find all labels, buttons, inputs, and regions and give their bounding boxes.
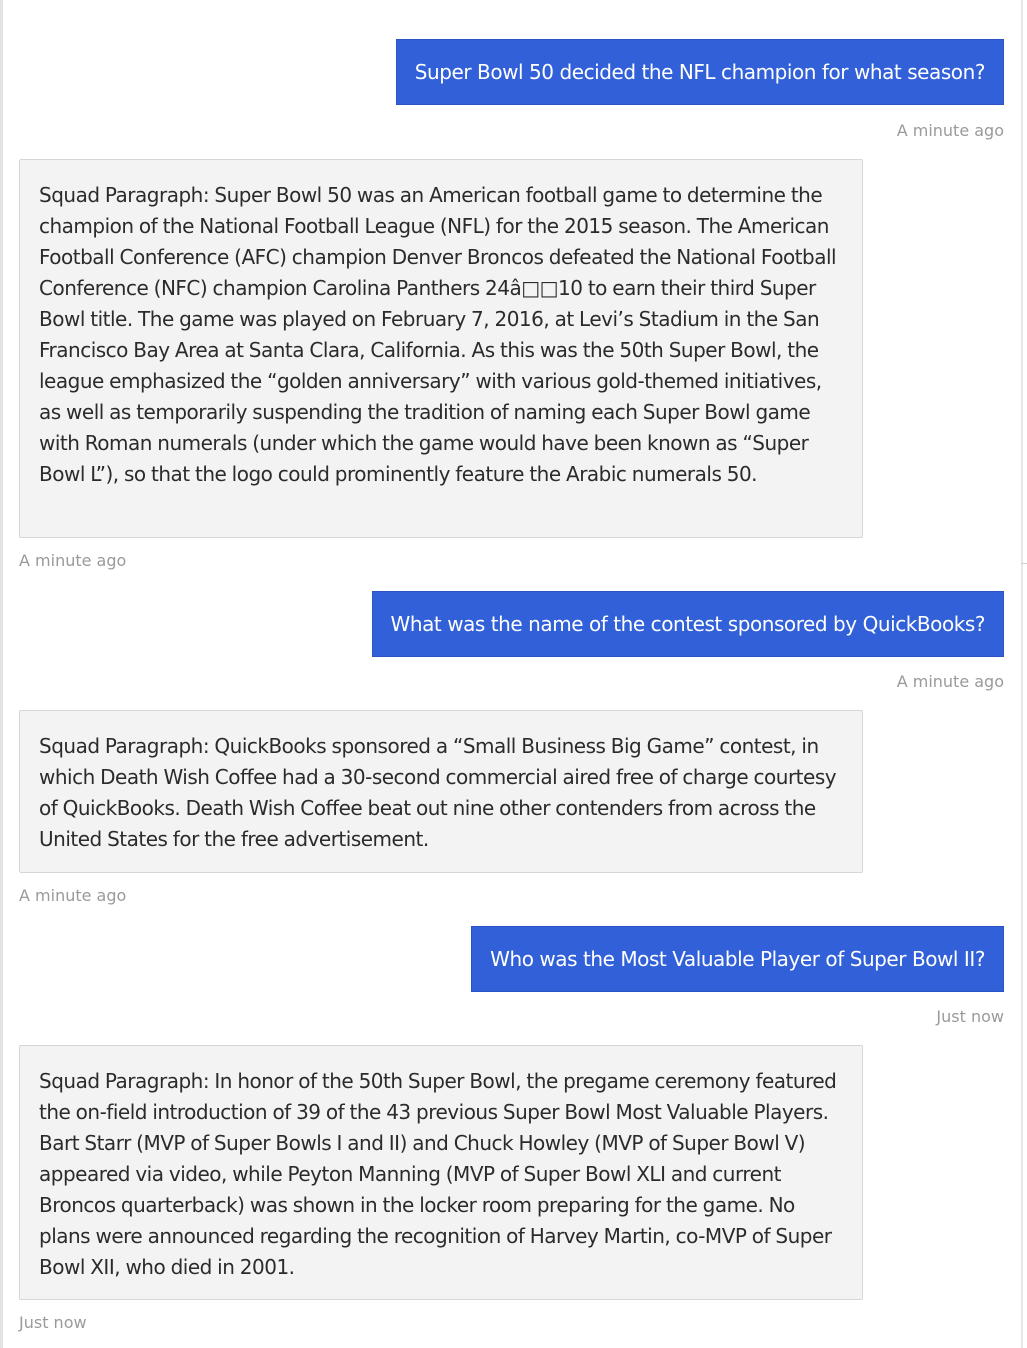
user-message-text: Who was the Most Valuable Player of Super Bowl II? <box>490 947 985 971</box>
message-timestamp: A minute ago <box>19 886 127 905</box>
bot-message-text: Squad Paragraph: QuickBooks sponsored a “Small Business Big Game” contest, in which Death Wish Coffee had a 30-second commercial aired free of charge courtesy of QuickBooks. Death Wish Coffee beat out nine other contenders from across the United States for the free advertisement. <box>39 734 837 851</box>
user-message <box>396 39 1004 105</box>
bot-message <box>19 159 863 538</box>
message-timestamp: A minute ago <box>896 672 1004 691</box>
user-message <box>372 591 1004 657</box>
scrollbar-marker <box>1021 563 1027 564</box>
message-timestamp: A minute ago <box>896 121 1004 140</box>
message-timestamp: A minute ago <box>19 551 127 570</box>
user-message <box>471 926 1004 992</box>
user-message-text: What was the name of the contest sponsored by QuickBooks? <box>390 612 985 636</box>
user-message-text: Super Bowl 50 decided the NFL champion for what season? <box>414 60 985 84</box>
bot-message-text: Squad Paragraph: In honor of the 50th Super Bowl, the pregame ceremony featured the on-field introduction of 39 of the 43 previous Super Bowl Most Valuable Players. Bart Starr (MVP of Super Bowls I and II) and Chuck Howley (MVP of Super Bowl V) appeared via video, while Peyton Manning (MVP of Super Bowl XLI and current Broncos quarterback) was shown in the locker room preparing for the game. No plans were announced regarding the recognition of Harvey Martin, co-MVP of Super Bowl XII, who died in 2001. <box>39 1069 837 1279</box>
message-timestamp: Just now <box>936 1007 1004 1026</box>
scrollbar-track[interactable] <box>1021 0 1023 1348</box>
bot-message <box>19 710 863 873</box>
left-border <box>0 0 3 1348</box>
message-timestamp: Just now <box>19 1313 87 1332</box>
bot-message-text: Squad Paragraph: Super Bowl 50 was an American football game to determine the champion of the National Football League (NFL) for the 2015 season. The American Football Conference (AFC) champion Denver Broncos defeated the National Football Conference (NFC) champion Carolina Panthers 24â□□10 to earn their third Super Bowl title. The game was played on February 7, 2016, at Levi’s Stadium in the San Francisco Bay Area at Santa Clara, California. As this was the 50th Super Bowl, the league emphasized the “golden anniversary” with various gold-themed initiatives, as well as temporarily suspending the tradition of naming each Super Bowl game with Roman numerals (under which the game would have been known as “Super Bowl L”), so that the logo could prominently feature the Arabic numerals 50. <box>39 183 837 486</box>
bot-message <box>19 1045 863 1300</box>
